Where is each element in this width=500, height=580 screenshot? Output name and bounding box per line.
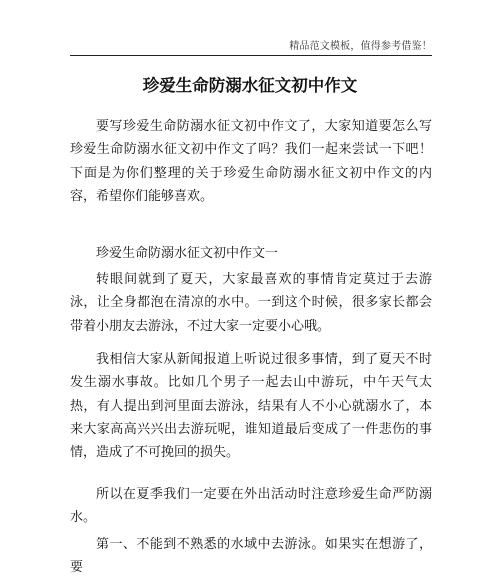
header-note: 精品范文模板，值得参考借鉴！ [289, 41, 432, 52]
body-paragraph: 我相信大家从新闻报道上听说过很多事情，到了夏天不时发生溺水事故。比如几个男子一起去山中游玩，中午天气太热，有人提出到河里面去游泳，结果有人不小心就溺水了，本来大家高高兴兴出去游玩呢，谁知道最后变成了一件悲伤的事情，造成了不可挽回的损失。 [70, 352, 432, 461]
section-heading: 珍爱生命防溺水征文初中作文一 [96, 246, 279, 261]
body-paragraph: 第一、不能到不熟悉的水域中去游泳。如果实在想游了，要 [70, 537, 432, 576]
document-title: 珍爱生命防溺水征文初中作文 [142, 76, 358, 95]
header-rule [70, 55, 432, 56]
body-paragraph: 转眼间就到了夏天，大家最喜欢的事情肯定莫过于去游泳，让全身都泡在清凉的水中。一到这个时候，很多家长都会带着小朋友去游泳，不过大家一定要小心哦。 [70, 272, 432, 334]
intro-paragraph: 要写珍爱生命防溺水征文初中作文了，大家知道要怎么写珍爱生命防溺水征文初中作文了吗？我们一起来尝试一下吧！下面是为你们整理的关于珍爱生命防溺水征文初中作文的内容，希望你们能够喜欢。 [70, 119, 432, 204]
body-paragraph: 所以在夏季我们一定要在外出活动时注意珍爱生命严防溺水。 [70, 487, 432, 526]
